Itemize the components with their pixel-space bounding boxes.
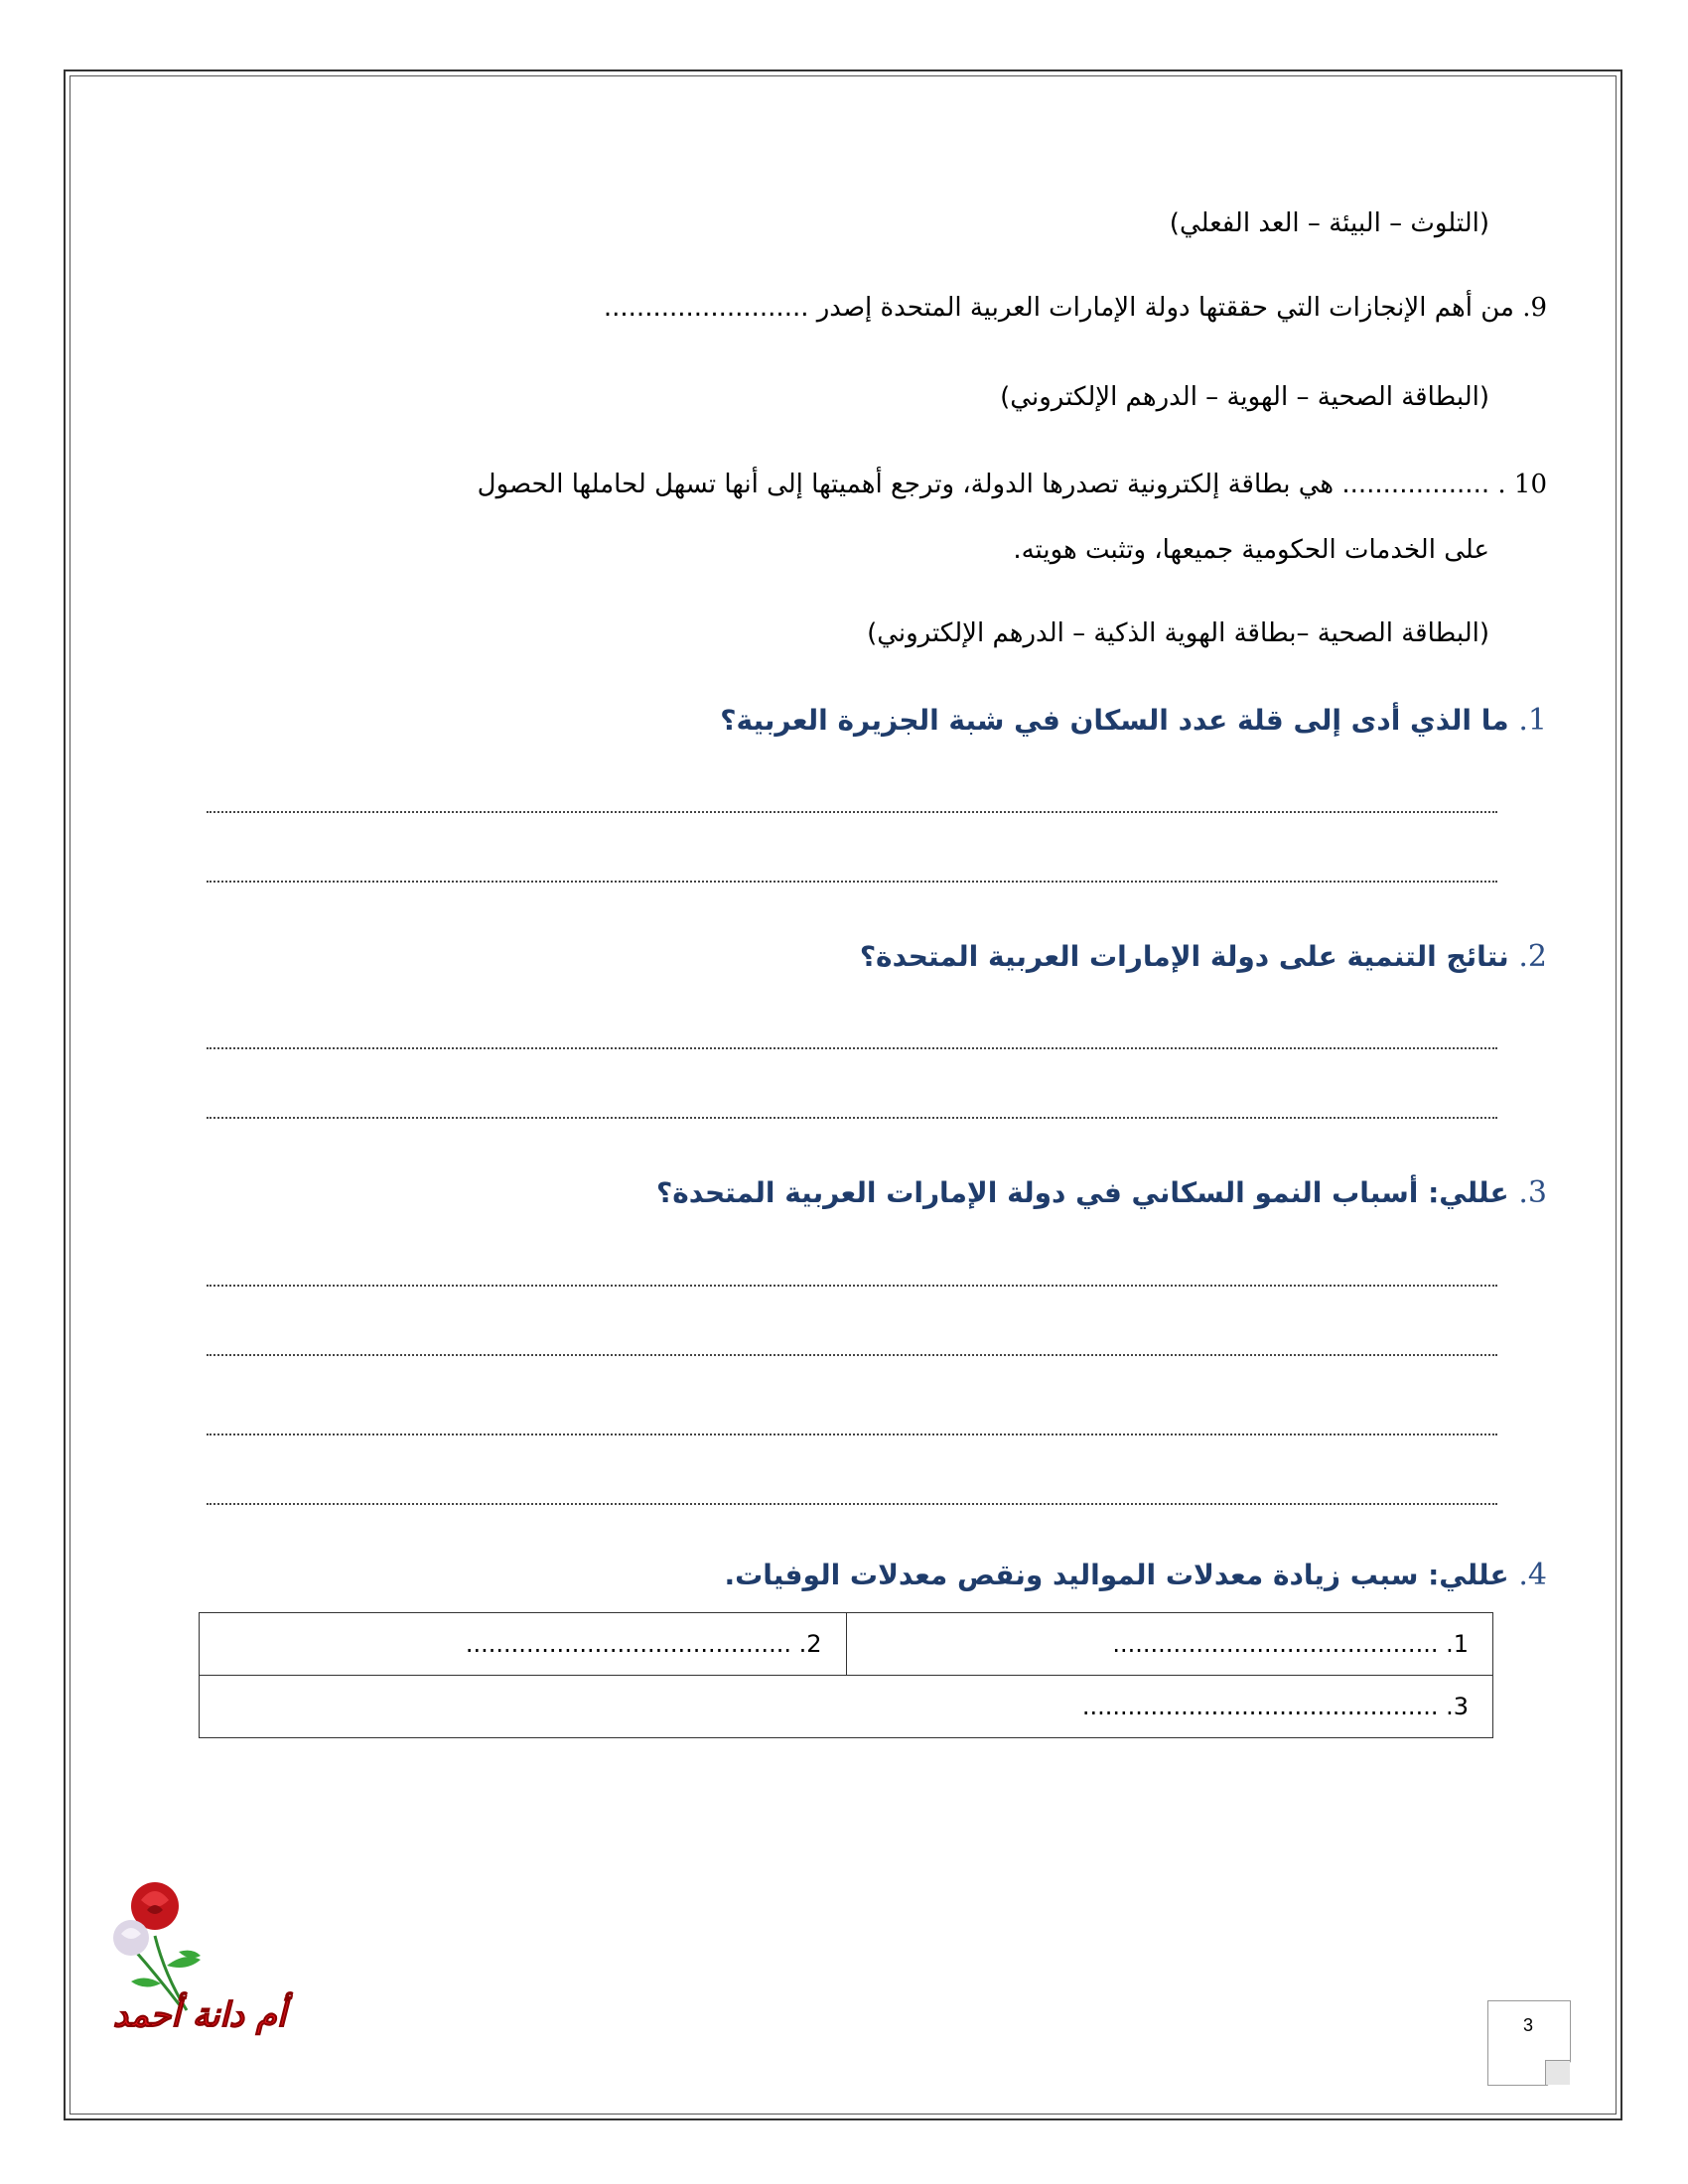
question-10-line-2: على الخدمات الحكومية جميعها، وتثبت هويته. bbox=[1013, 535, 1489, 565]
reasons-table bbox=[199, 1612, 1493, 1738]
rose-logo-icon bbox=[95, 1866, 234, 2015]
reason-cell-1[interactable]: 1. ........................................... bbox=[846, 1613, 1493, 1676]
question-3-number: 3. bbox=[1518, 1175, 1547, 1210]
reason-cell-2[interactable]: 2. ........................................... bbox=[200, 1613, 847, 1676]
question-2-number: 2. bbox=[1518, 939, 1547, 974]
page-fold-corner bbox=[1545, 2060, 1570, 2085]
answer-line[interactable] bbox=[207, 1045, 1497, 1049]
question-2-text: نتائج التنمية على دولة الإمارات العربية المتحدة؟ bbox=[859, 940, 1509, 973]
reason-cell-3[interactable]: 3. ............................................... bbox=[200, 1676, 1493, 1738]
question-9-text: من أهم الإنجازات التي حققتها دولة الإمارات العربية المتحدة إصدر ......................... bbox=[603, 293, 1514, 323]
answer-line[interactable] bbox=[207, 1501, 1497, 1505]
logo-text: أم دانة أحمد bbox=[112, 1995, 287, 2035]
answer-line[interactable] bbox=[207, 879, 1497, 883]
answer-line[interactable] bbox=[207, 1283, 1497, 1287]
choices-line-8: (التلوث – البيئة – العد الفعلي) bbox=[1169, 208, 1489, 238]
choices-line-10: (البطاقة الصحية –بطاقة الهوية الذكية – الدرهم الإلكتروني) bbox=[867, 618, 1489, 648]
question-3-text: عللي: أسباب النمو السكاني في دولة الإمارات العربية المتحدة؟ bbox=[656, 1176, 1509, 1209]
answer-line[interactable] bbox=[207, 809, 1497, 813]
question-10-text-1: .................. هي بطاقة إلكترونية تصدرها الدولة، وترجع أهميتها إلى أنها تسهل لحاملها الحصول bbox=[477, 470, 1490, 499]
question-3-title bbox=[656, 1173, 1547, 1213]
page-number: 3 bbox=[1522, 2015, 1533, 2035]
question-9-number: 9. bbox=[1522, 293, 1547, 323]
question-4-number: 4. bbox=[1518, 1558, 1547, 1592]
question-10-number: 10 . bbox=[1497, 470, 1547, 499]
question-4-title bbox=[724, 1556, 1547, 1595]
question-1-number: 1. bbox=[1518, 703, 1547, 738]
choices-line-9: (البطاقة الصحية – الهوية – الدرهم الإلكتروني) bbox=[1000, 382, 1489, 412]
question-2-title bbox=[860, 937, 1547, 977]
answer-line[interactable] bbox=[207, 1432, 1497, 1435]
question-10-line-1 bbox=[478, 465, 1547, 504]
answer-line[interactable] bbox=[207, 1115, 1497, 1119]
question-1-text: ما الذي أدى إلى قلة عدد السكان في شبة الجزيرة العربية؟ bbox=[720, 704, 1509, 737]
question-4-text: عللي: سبب زيادة معدلات المواليد ونقص معدلات الوفيات. bbox=[724, 1559, 1509, 1591]
question-1-title bbox=[720, 701, 1547, 741]
answer-line[interactable] bbox=[207, 1352, 1497, 1356]
question-9 bbox=[604, 288, 1547, 328]
